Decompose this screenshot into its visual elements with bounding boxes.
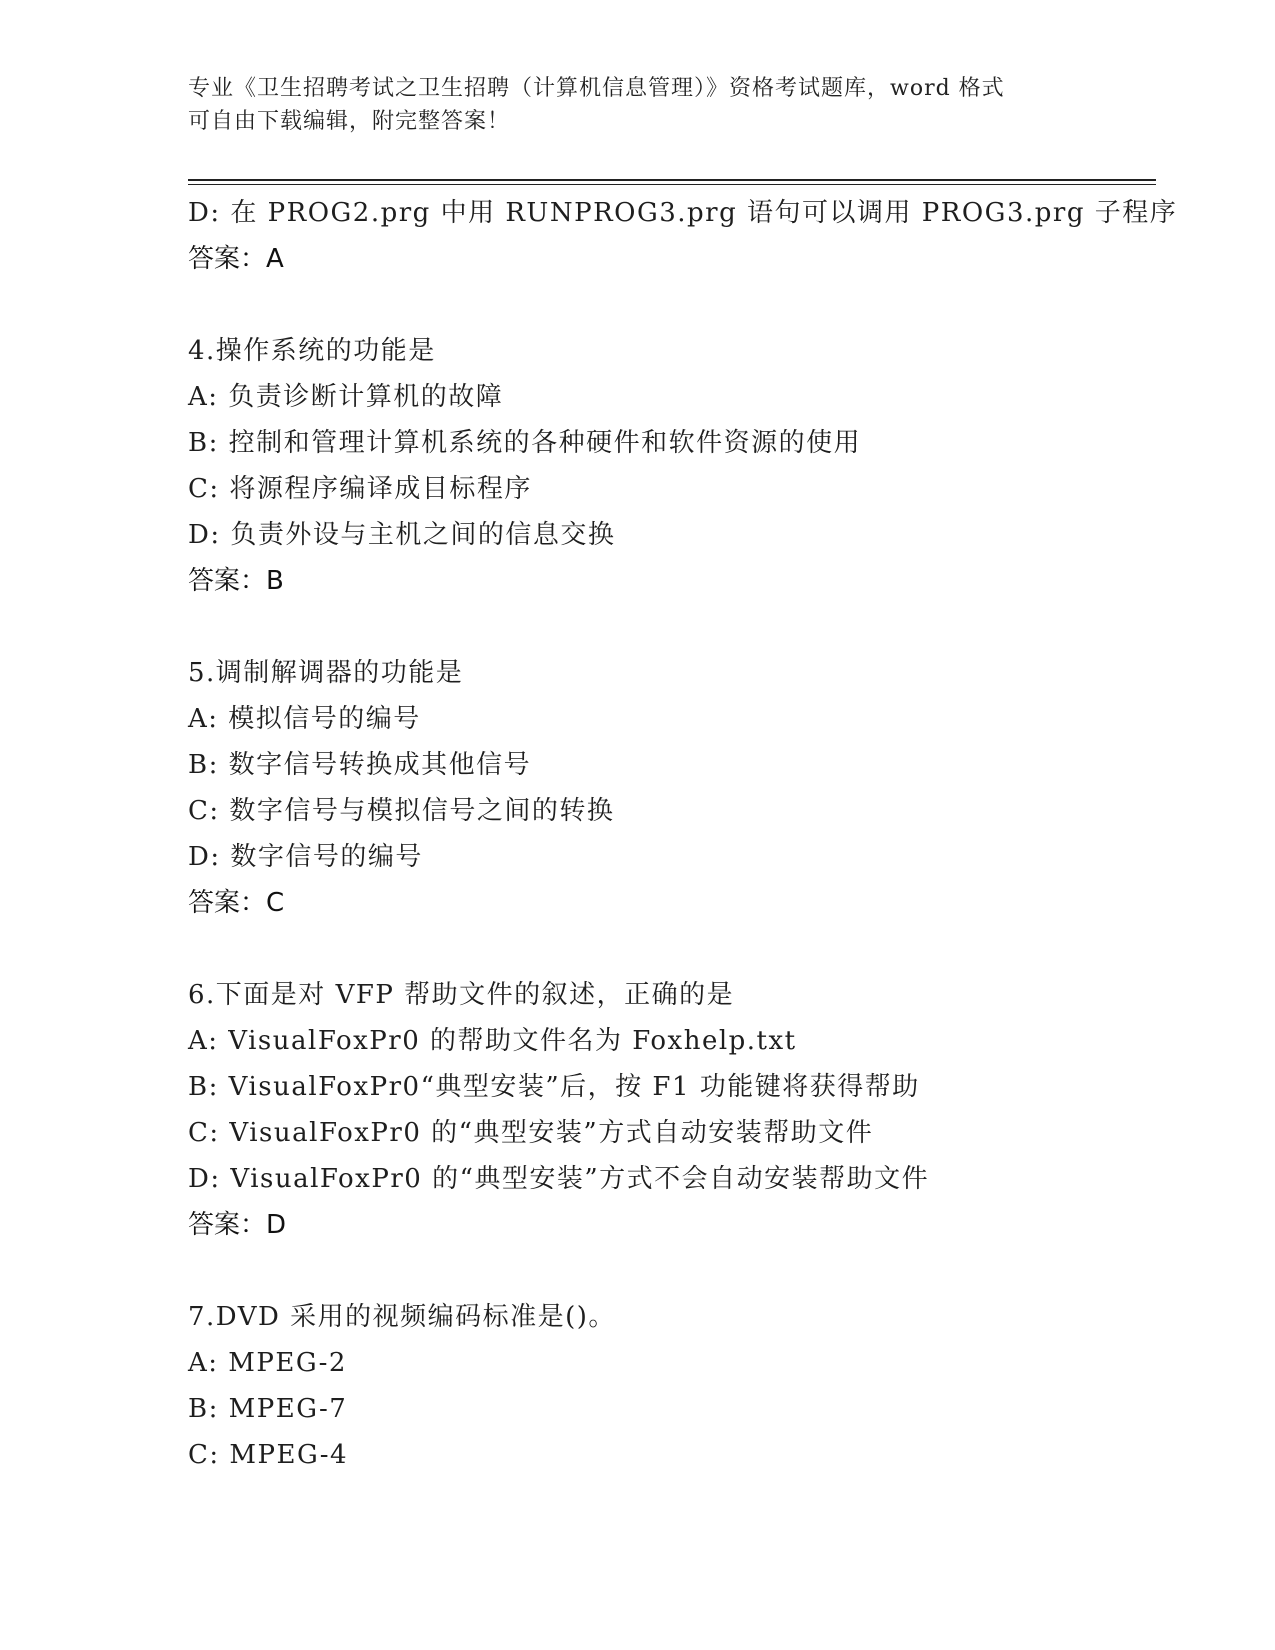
option-a: A: 模拟信号的编号 xyxy=(188,704,421,734)
header-divider-thick xyxy=(188,179,1156,181)
question-stem: 5.调制解调器的功能是 xyxy=(188,658,464,688)
spacer xyxy=(188,926,1148,972)
option-c: C: VisualFoxPr0 的“典型安装”方式自动安装帮助文件 xyxy=(188,1118,874,1148)
spacer xyxy=(188,1248,1148,1294)
question-stem: 7.DVD 采用的视频编码标准是()。 xyxy=(188,1302,616,1332)
question-list xyxy=(188,190,1178,1478)
spacer xyxy=(188,282,1148,328)
header-line-1: 专业《卫生招聘考试之卫生招聘（计算机信息管理）》资格考试题库，word 格式 xyxy=(188,76,1005,101)
header-line-2: 可自由下载编辑，附完整答案！ xyxy=(188,109,511,134)
option-a: A: VisualFoxPr0 的帮助文件名为 Foxhelp.txt xyxy=(188,1026,797,1056)
option-b: B: MPEG-7 xyxy=(188,1394,348,1424)
option-b: B: VisualFoxPr0“典型安装”后，按 F1 功能键将获得帮助 xyxy=(188,1072,920,1102)
option-d: D: 负责外设与主机之间的信息交换 xyxy=(188,520,616,550)
option-d: D: 在 PROG2.prg 中用 RUNPROG3.prg 语句可以调用 PROG3.prg 子程序 xyxy=(188,198,1178,228)
question-stem: 4.操作系统的功能是 xyxy=(188,336,436,366)
answer-line: 答案：D xyxy=(188,1210,287,1240)
option-a: A: 负责诊断计算机的故障 xyxy=(188,382,504,412)
option-c: C: 数字信号与模拟信号之间的转换 xyxy=(188,796,615,826)
question-stem: 6.下面是对 VFP 帮助文件的叙述，正确的是 xyxy=(188,980,735,1010)
option-d: D: 数字信号的编号 xyxy=(188,842,423,872)
option-c: C: MPEG-4 xyxy=(188,1440,349,1470)
answer-line: 答案：A xyxy=(188,244,284,274)
option-d: D: VisualFoxPr0 的“典型安装”方式不会自动安装帮助文件 xyxy=(188,1164,930,1194)
answer-line: 答案：C xyxy=(188,888,285,918)
spacer xyxy=(188,604,1148,650)
option-a: A: MPEG-2 xyxy=(188,1348,347,1378)
option-b: B: 控制和管理计算机系统的各种硬件和软件资源的使用 xyxy=(188,428,862,458)
option-b: B: 数字信号转换成其他信号 xyxy=(188,750,532,780)
answer-line: 答案：B xyxy=(188,566,284,596)
option-c: C: 将源程序编译成目标程序 xyxy=(188,474,532,504)
document-header xyxy=(188,72,1088,138)
header-divider-thin xyxy=(188,184,1156,185)
